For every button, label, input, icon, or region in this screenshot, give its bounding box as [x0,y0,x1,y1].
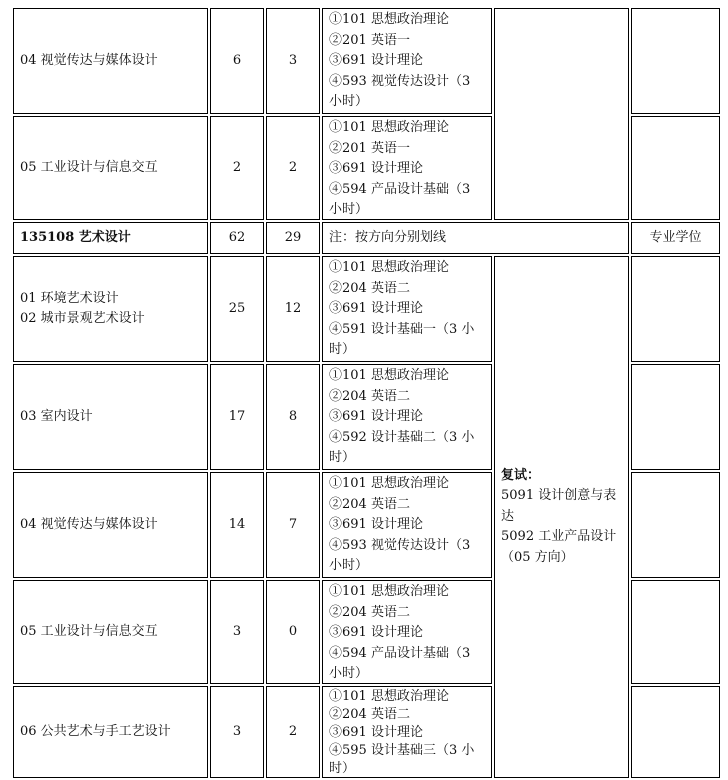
exam-line: ④592 设计基础二（3 小 [329,429,475,445]
exam-line: ④595 设计基础三（3 小 [329,743,475,758]
exam-line: ④591 设计基础一（3 小 [329,321,475,337]
direction-name: 04 视觉传达与媒体设计 [20,52,158,68]
direction-name-cell [13,256,208,362]
exam-line: ③691 设计理论 [329,161,423,176]
exam-line: ③691 设计理论 [329,301,423,316]
major-enroll-count: 62 [210,222,264,254]
remark-cell [631,364,720,470]
remark-cell [631,8,720,114]
remark-cell [631,256,720,362]
major-note: 注：按方向分别划线 [322,222,629,254]
recommend-count: 2 [266,686,320,778]
exam-subjects [322,256,492,362]
exam-line: ③691 设计理论 [329,53,423,68]
degree-type: 专业学位 [631,222,720,254]
exam-line: ①101 思想政治理论 [329,368,449,383]
retest-line: （05 方向） [501,549,574,565]
remark-cell [631,472,720,578]
direction-name-cell [13,116,208,220]
exam-line: ②204 英语二 [329,388,410,404]
exam-line: ④594 产品设计基础（3 [329,181,471,197]
retest-line: 5091 设计创意与表 [501,488,617,504]
exam-line: 小时） [329,558,369,573]
exam-line: ②204 英语二 [329,496,410,512]
exam-subjects [322,116,492,220]
retest-heading: 复试： [501,467,541,483]
major-name: 135108 艺术设计 [20,229,131,245]
direction-name-cell [13,364,208,470]
exam-line: 时） [329,761,356,776]
major-name-cell [13,222,208,254]
exam-line: 小时） [329,666,369,681]
exam-subjects [322,472,492,578]
recommend-count: 12 [266,256,320,362]
major-recommend-count: 29 [266,222,320,254]
exam-line: ④593 视觉传达设计（3 [329,73,471,89]
exam-line: 时） [329,342,356,357]
exam-subjects [322,364,492,470]
exam-line: ④593 视觉传达设计（3 [329,537,471,553]
remark-cell [631,580,720,684]
exam-line: ①101 思想政治理论 [329,260,449,275]
exam-line: 小时） [329,94,369,109]
exam-line: ①101 思想政治理论 [329,689,449,704]
recommend-count: 0 [266,580,320,684]
exam-line: ①101 思想政治理论 [329,476,449,491]
direction-name: 05 工业设计与信息交互 [20,159,158,175]
direction-name-cell [13,8,208,114]
direction-name: 06 公共艺术与手工艺设计 [20,723,171,739]
enroll-count: 25 [210,256,264,362]
exam-line: ③691 设计理论 [329,517,423,532]
enroll-count: 2 [210,116,264,220]
direction-name-cell [13,472,208,578]
exam-subjects [322,8,492,114]
exam-line: 时） [329,450,356,465]
remark-cell [631,686,720,778]
exam-subjects [322,580,492,684]
exam-line: ①101 思想政治理论 [329,584,449,599]
recommend-count: 8 [266,364,320,470]
enroll-count: 6 [210,8,264,114]
direction-name: 01 环境艺术设计 [20,290,119,306]
exam-line: ③691 设计理论 [329,725,423,740]
exam-line: ②204 英语二 [329,280,410,296]
exam-line: ②204 英语二 [329,604,410,620]
exam-line: ①101 思想政治理论 [329,12,449,27]
exam-line: ②201 英语一 [329,32,410,48]
enroll-count: 3 [210,580,264,684]
retest-line: 5092 工业产品设计 [501,529,617,545]
recommend-count: 2 [266,116,320,220]
direction-name-cell [13,686,208,778]
direction-name: 02 城市景观艺术设计 [20,311,145,326]
retest-cell [494,8,629,220]
exam-line: ③691 设计理论 [329,625,423,640]
exam-line: ②204 英语二 [329,707,410,722]
retest-cell [494,256,629,778]
retest-line: 达 [501,508,515,524]
recommend-count: 3 [266,8,320,114]
direction-name: 04 视觉传达与媒体设计 [20,516,158,532]
exam-line: ④594 产品设计基础（3 [329,645,471,661]
remark-cell [631,116,720,220]
exam-line: ②201 英语一 [329,140,410,156]
enroll-count: 14 [210,472,264,578]
exam-line: ③691 设计理论 [329,409,423,424]
enroll-count: 3 [210,686,264,778]
enroll-count: 17 [210,364,264,470]
direction-name: 03 室内设计 [20,408,93,424]
recommend-count: 7 [266,472,320,578]
exam-subjects [322,686,492,778]
direction-name: 05 工业设计与信息交互 [20,623,158,639]
direction-name-cell [13,580,208,684]
exam-line: ①101 思想政治理论 [329,120,449,135]
exam-line: 小时） [329,202,369,217]
